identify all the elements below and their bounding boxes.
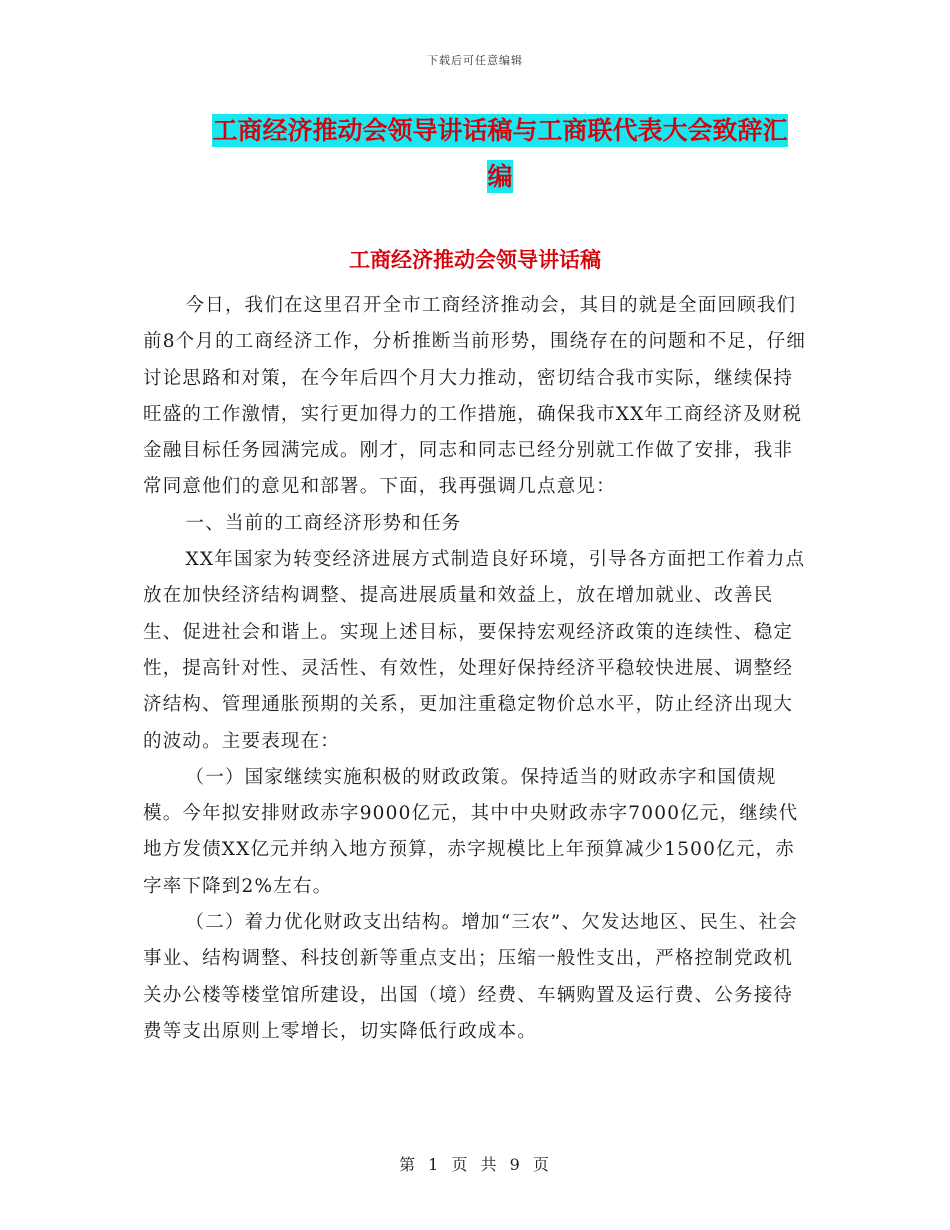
section-title: 工商经济推动会领导讲话稿 [349,247,601,272]
header-note: 下载后可任意编辑 [427,54,523,67]
paragraph-intro: 今日，我们在这里召开全市工商经济推动会，其目的就是全面回顾我们前8个月的工商经济工作，分析推断当前形势，围绕存在的问题和不足，仔细讨论思路和对策，在今年后四个月大力推动，密切结合我市实际，继续保持旺盛的工作激情，实行更加得力的工作措施，确保我市XX年工商经济及财税金融目标任务园满完成。刚才，同志和同志已经分别就工作做了安排，我非常同意他们的意见和部署。下面，我再强调几点意见： [143,295,807,498]
paragraph-fiscal-policy: （一）国家继续实施积极的财政政策。保持适当的财政赤字和国债规模。今年拟安排财政赤字9000亿元，其中中央财政赤字7000亿元，继续代地方发债XX亿元并纳入地方预算，赤字规模比上年预算减少1500亿元，赤字率下降到2%左右。 [143,766,799,897]
page-footer: 第 1 页 共 9 页 [399,1155,551,1174]
paragraph-macro-policy: XX年国家为转变经济进展方式制造良好环境，引导各方面把工作着力点放在加快经济结构调整、提高进展质量和效益上，放在增加就业、改善民生、促进社会和谐上。实现上述目标，要保持宏观经济政策的连续性、稳定性，提高针对性、灵活性、有效性，处理好保持经济平稳较快进展、调整经济结构、管理通胀预期的关系，更加注重稳定物价总水平，防止经济出现大的波动。主要表现在： [143,549,806,752]
document-title-line-1: 工商经济推动会领导讲话稿与工商联代表大会致辞汇 [212,116,788,145]
paragraph-expenditure-structure: （二）着力优化财政支出结构。增加“三农”、欠发达地区、民生、社会事业、结构调整、科技创新等重点支出；压缩一般性支出，严格控制党政机关办公楼等楼堂馆所建设，出国（境）经费、车辆购置及运行费、公务接待费等支出原则上零增长，切实降低行政成本。 [143,912,798,1042]
document-title-line-2: 编 [487,162,513,191]
body-text [143,288,808,1050]
document-title [150,108,850,200]
heading-situation-and-tasks: 一、当前的工商经济形势和任务 [185,512,462,534]
